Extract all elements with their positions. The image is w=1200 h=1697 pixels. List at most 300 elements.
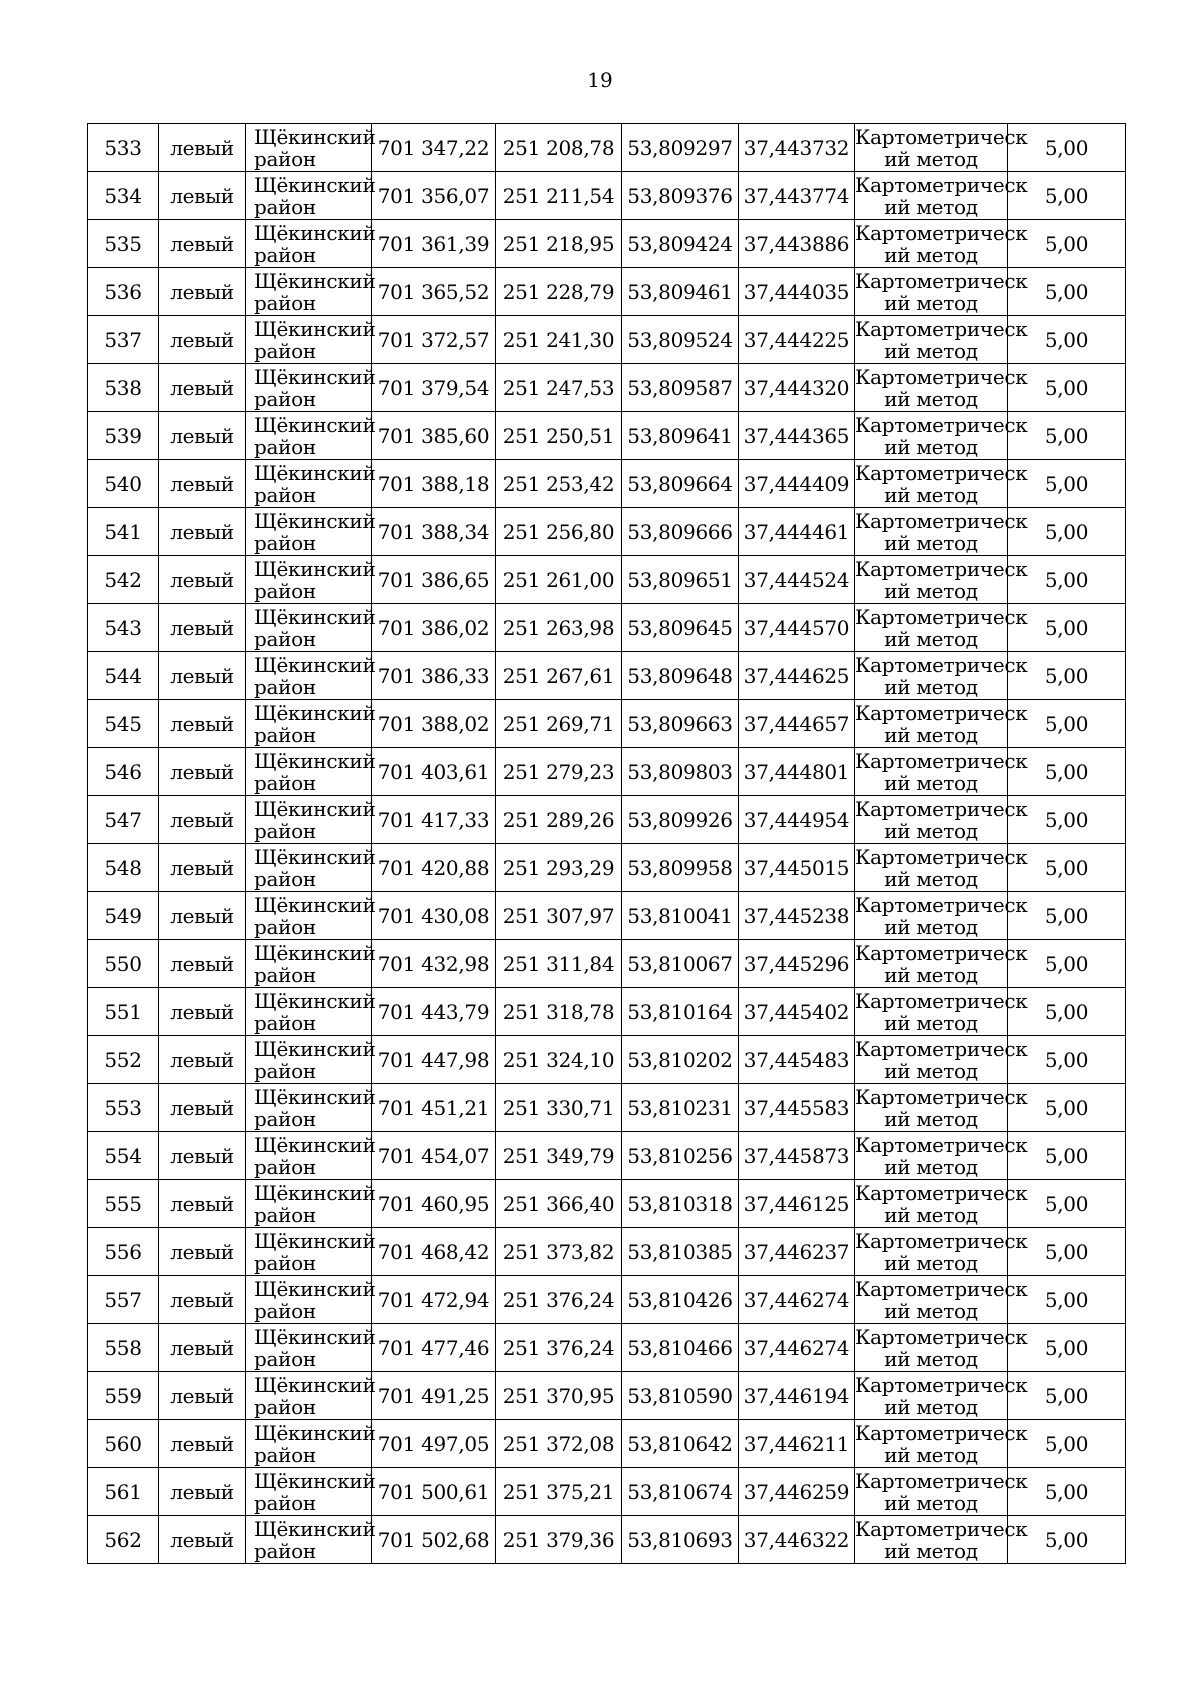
y-coordinate-cell: 251 376,24 — [496, 1276, 622, 1324]
y-coordinate-cell: 251 241,30 — [496, 316, 622, 364]
method-cell: Картометрическ ий метод — [855, 556, 1028, 603]
side-cell: левый — [159, 1132, 246, 1180]
longitude-cell: 37,444801 — [739, 748, 855, 796]
district-cell: Щёкинский район — [246, 940, 372, 988]
latitude-cell: 53,809376 — [622, 172, 739, 220]
table-row — [88, 124, 1126, 172]
point-number-cell: 559 — [88, 1372, 159, 1420]
district-cell: Щёкинский район — [246, 1132, 372, 1180]
method-cell: Картометрическ ий метод — [855, 268, 1028, 315]
longitude-cell: 37,444365 — [739, 412, 855, 460]
point-number-cell: 555 — [88, 1180, 159, 1228]
accuracy-cell: 5,00 — [1008, 268, 1126, 316]
district-cell: Щёкинский район — [246, 796, 372, 844]
side-cell: левый — [159, 508, 246, 556]
district-cell: Щёкинский район — [246, 412, 372, 460]
district-cell: Щёкинский район — [246, 268, 372, 316]
method-cell: Картометрическ ий метод — [855, 1516, 1028, 1563]
longitude-cell: 37,444954 — [739, 796, 855, 844]
y-coordinate-cell: 251 330,71 — [496, 1084, 622, 1132]
latitude-cell: 53,809297 — [622, 124, 739, 172]
accuracy-cell: 5,00 — [1008, 124, 1126, 172]
latitude-cell: 53,810642 — [622, 1420, 739, 1468]
page-number: 19 — [587, 68, 613, 92]
method-cell: Картометрическ ий метод — [855, 1372, 1028, 1419]
table-row — [88, 220, 1126, 268]
side-cell: левый — [159, 124, 246, 172]
x-coordinate-cell: 701 477,46 — [372, 1324, 496, 1372]
point-number-cell: 538 — [88, 364, 159, 412]
latitude-cell: 53,809587 — [622, 364, 739, 412]
table-row — [88, 508, 1126, 556]
x-coordinate-cell: 701 420,88 — [372, 844, 496, 892]
longitude-cell: 37,446259 — [739, 1468, 855, 1516]
y-coordinate-cell: 251 261,00 — [496, 556, 622, 604]
accuracy-cell: 5,00 — [1008, 1132, 1126, 1180]
x-coordinate-cell: 701 443,79 — [372, 988, 496, 1036]
y-coordinate-cell: 251 279,23 — [496, 748, 622, 796]
table-row — [88, 940, 1126, 988]
district-cell: Щёкинский район — [246, 1372, 372, 1420]
method-cell: Картометрическ ий метод — [855, 1132, 1028, 1179]
table-row — [88, 1372, 1126, 1420]
method-cell: Картометрическ ий метод — [855, 1228, 1028, 1275]
point-number-cell: 547 — [88, 796, 159, 844]
district-cell: Щёкинский район — [246, 460, 372, 508]
method-cell: Картометрическ ий метод — [855, 1468, 1028, 1515]
x-coordinate-cell: 701 497,05 — [372, 1420, 496, 1468]
table-row — [88, 1324, 1126, 1372]
district-cell: Щёкинский район — [246, 652, 372, 700]
table-row — [88, 652, 1126, 700]
x-coordinate-cell: 701 365,52 — [372, 268, 496, 316]
x-coordinate-cell: 701 472,94 — [372, 1276, 496, 1324]
accuracy-cell: 5,00 — [1008, 556, 1126, 604]
table-row — [88, 844, 1126, 892]
table-row — [88, 172, 1126, 220]
point-number-cell: 556 — [88, 1228, 159, 1276]
side-cell: левый — [159, 892, 246, 940]
method-cell: Картометрическ ий метод — [855, 652, 1028, 699]
accuracy-cell: 5,00 — [1008, 1420, 1126, 1468]
x-coordinate-cell: 701 500,61 — [372, 1468, 496, 1516]
method-cell: Картометрическ ий метод — [855, 124, 1028, 171]
y-coordinate-cell: 251 370,95 — [496, 1372, 622, 1420]
side-cell: левый — [159, 412, 246, 460]
x-coordinate-cell: 701 454,07 — [372, 1132, 496, 1180]
table-row — [88, 892, 1126, 940]
y-coordinate-cell: 251 349,79 — [496, 1132, 622, 1180]
longitude-cell: 37,444320 — [739, 364, 855, 412]
accuracy-cell: 5,00 — [1008, 892, 1126, 940]
district-cell: Щёкинский район — [246, 1276, 372, 1324]
longitude-cell: 37,446274 — [739, 1324, 855, 1372]
latitude-cell: 53,809666 — [622, 508, 739, 556]
table-row — [88, 1132, 1126, 1180]
table-row — [88, 700, 1126, 748]
x-coordinate-cell: 701 347,22 — [372, 124, 496, 172]
point-number-cell: 560 — [88, 1420, 159, 1468]
point-number-cell: 543 — [88, 604, 159, 652]
method-cell: Картометрическ ий метод — [855, 1276, 1028, 1323]
table-body — [88, 124, 1126, 1564]
latitude-cell: 53,809524 — [622, 316, 739, 364]
district-cell: Щёкинский район — [246, 124, 372, 172]
latitude-cell: 53,810590 — [622, 1372, 739, 1420]
x-coordinate-cell: 701 417,33 — [372, 796, 496, 844]
x-coordinate-cell: 701 386,02 — [372, 604, 496, 652]
side-cell: левый — [159, 1036, 246, 1084]
x-coordinate-cell: 701 430,08 — [372, 892, 496, 940]
y-coordinate-cell: 251 376,24 — [496, 1324, 622, 1372]
accuracy-cell: 5,00 — [1008, 460, 1126, 508]
method-cell: Картометрическ ий метод — [855, 700, 1028, 747]
side-cell: левый — [159, 796, 246, 844]
x-coordinate-cell: 701 502,68 — [372, 1516, 496, 1564]
longitude-cell: 37,444035 — [739, 268, 855, 316]
accuracy-cell: 5,00 — [1008, 364, 1126, 412]
longitude-cell: 37,444461 — [739, 508, 855, 556]
point-number-cell: 550 — [88, 940, 159, 988]
method-cell: Картометрическ ий метод — [855, 940, 1028, 987]
latitude-cell: 53,810466 — [622, 1324, 739, 1372]
accuracy-cell: 5,00 — [1008, 1228, 1126, 1276]
district-cell: Щёкинский район — [246, 988, 372, 1036]
method-cell: Картометрическ ий метод — [855, 460, 1028, 507]
point-number-cell: 545 — [88, 700, 159, 748]
table-row — [88, 1228, 1126, 1276]
latitude-cell: 53,809926 — [622, 796, 739, 844]
longitude-cell: 37,446125 — [739, 1180, 855, 1228]
table-row — [88, 604, 1126, 652]
table-row — [88, 364, 1126, 412]
y-coordinate-cell: 251 372,08 — [496, 1420, 622, 1468]
point-number-cell: 540 — [88, 460, 159, 508]
x-coordinate-cell: 701 451,21 — [372, 1084, 496, 1132]
district-cell: Щёкинский район — [246, 700, 372, 748]
district-cell: Щёкинский район — [246, 172, 372, 220]
latitude-cell: 53,809803 — [622, 748, 739, 796]
table-row — [88, 268, 1126, 316]
point-number-cell: 537 — [88, 316, 159, 364]
side-cell: левый — [159, 844, 246, 892]
longitude-cell: 37,445483 — [739, 1036, 855, 1084]
table-row — [88, 1180, 1126, 1228]
method-cell: Картометрическ ий метод — [855, 508, 1028, 555]
y-coordinate-cell: 251 267,61 — [496, 652, 622, 700]
district-cell: Щёкинский район — [246, 1468, 372, 1516]
district-cell: Щёкинский район — [246, 1324, 372, 1372]
district-cell: Щёкинский район — [246, 1036, 372, 1084]
longitude-cell: 37,446322 — [739, 1516, 855, 1564]
x-coordinate-cell: 701 403,61 — [372, 748, 496, 796]
method-cell: Картометрическ ий метод — [855, 316, 1028, 363]
method-cell: Картометрическ ий метод — [855, 748, 1028, 795]
y-coordinate-cell: 251 208,78 — [496, 124, 622, 172]
y-coordinate-cell: 251 375,21 — [496, 1468, 622, 1516]
method-cell: Картометрическ ий метод — [855, 1084, 1028, 1131]
district-cell: Щёкинский район — [246, 604, 372, 652]
x-coordinate-cell: 701 386,33 — [372, 652, 496, 700]
latitude-cell: 53,809664 — [622, 460, 739, 508]
latitude-cell: 53,810041 — [622, 892, 739, 940]
district-cell: Щёкинский район — [246, 316, 372, 364]
table-row — [88, 1516, 1126, 1564]
latitude-cell: 53,810693 — [622, 1516, 739, 1564]
longitude-cell: 37,445873 — [739, 1132, 855, 1180]
longitude-cell: 37,445583 — [739, 1084, 855, 1132]
table-row — [88, 412, 1126, 460]
x-coordinate-cell: 701 379,54 — [372, 364, 496, 412]
y-coordinate-cell: 251 269,71 — [496, 700, 622, 748]
accuracy-cell: 5,00 — [1008, 316, 1126, 364]
district-cell: Щёкинский район — [246, 364, 372, 412]
table-row — [88, 1276, 1126, 1324]
table-row — [88, 556, 1126, 604]
x-coordinate-cell: 701 432,98 — [372, 940, 496, 988]
longitude-cell: 37,444625 — [739, 652, 855, 700]
latitude-cell: 53,809958 — [622, 844, 739, 892]
x-coordinate-cell: 701 447,98 — [372, 1036, 496, 1084]
y-coordinate-cell: 251 379,36 — [496, 1516, 622, 1564]
longitude-cell: 37,446194 — [739, 1372, 855, 1420]
point-number-cell: 561 — [88, 1468, 159, 1516]
point-number-cell: 542 — [88, 556, 159, 604]
accuracy-cell: 5,00 — [1008, 1276, 1126, 1324]
latitude-cell: 53,809648 — [622, 652, 739, 700]
district-cell: Щёкинский район — [246, 844, 372, 892]
table-row — [88, 988, 1126, 1036]
longitude-cell: 37,444225 — [739, 316, 855, 364]
longitude-cell: 37,443774 — [739, 172, 855, 220]
district-cell: Щёкинский район — [246, 1084, 372, 1132]
x-coordinate-cell: 701 388,02 — [372, 700, 496, 748]
table-row — [88, 748, 1126, 796]
x-coordinate-cell: 701 460,95 — [372, 1180, 496, 1228]
latitude-cell: 53,810385 — [622, 1228, 739, 1276]
side-cell: левый — [159, 1420, 246, 1468]
point-number-cell: 551 — [88, 988, 159, 1036]
longitude-cell: 37,444409 — [739, 460, 855, 508]
latitude-cell: 53,810426 — [622, 1276, 739, 1324]
y-coordinate-cell: 251 324,10 — [496, 1036, 622, 1084]
longitude-cell: 37,446274 — [739, 1276, 855, 1324]
latitude-cell: 53,809663 — [622, 700, 739, 748]
point-number-cell: 558 — [88, 1324, 159, 1372]
method-cell: Картометрическ ий метод — [855, 604, 1028, 651]
method-cell: Картометрическ ий метод — [855, 796, 1028, 843]
table-row — [88, 1036, 1126, 1084]
accuracy-cell: 5,00 — [1008, 700, 1126, 748]
accuracy-cell: 5,00 — [1008, 844, 1126, 892]
accuracy-cell: 5,00 — [1008, 172, 1126, 220]
accuracy-cell: 5,00 — [1008, 412, 1126, 460]
longitude-cell: 37,444570 — [739, 604, 855, 652]
table-row — [88, 796, 1126, 844]
longitude-cell: 37,444657 — [739, 700, 855, 748]
longitude-cell: 37,445296 — [739, 940, 855, 988]
y-coordinate-cell: 251 250,51 — [496, 412, 622, 460]
x-coordinate-cell: 701 361,39 — [372, 220, 496, 268]
accuracy-cell: 5,00 — [1008, 796, 1126, 844]
point-number-cell: 533 — [88, 124, 159, 172]
side-cell: левый — [159, 1372, 246, 1420]
longitude-cell: 37,445015 — [739, 844, 855, 892]
y-coordinate-cell: 251 218,95 — [496, 220, 622, 268]
coordinates-table — [87, 123, 1126, 1564]
latitude-cell: 53,810674 — [622, 1468, 739, 1516]
point-number-cell: 539 — [88, 412, 159, 460]
table-row — [88, 1084, 1126, 1132]
x-coordinate-cell: 701 372,57 — [372, 316, 496, 364]
table-row — [88, 460, 1126, 508]
table-row — [88, 316, 1126, 364]
table-row — [88, 1420, 1126, 1468]
accuracy-cell: 5,00 — [1008, 1084, 1126, 1132]
y-coordinate-cell: 251 256,80 — [496, 508, 622, 556]
y-coordinate-cell: 251 318,78 — [496, 988, 622, 1036]
accuracy-cell: 5,00 — [1008, 1372, 1126, 1420]
side-cell: левый — [159, 220, 246, 268]
district-cell: Щёкинский район — [246, 508, 372, 556]
side-cell: левый — [159, 460, 246, 508]
method-cell: Картометрическ ий метод — [855, 364, 1028, 411]
y-coordinate-cell: 251 366,40 — [496, 1180, 622, 1228]
x-coordinate-cell: 701 388,34 — [372, 508, 496, 556]
y-coordinate-cell: 251 247,53 — [496, 364, 622, 412]
method-cell: Картометрическ ий метод — [855, 988, 1028, 1035]
method-cell: Картометрическ ий метод — [855, 1036, 1028, 1083]
method-cell: Картометрическ ий метод — [855, 844, 1028, 891]
side-cell: левый — [159, 700, 246, 748]
point-number-cell: 548 — [88, 844, 159, 892]
accuracy-cell: 5,00 — [1008, 1180, 1126, 1228]
latitude-cell: 53,810256 — [622, 1132, 739, 1180]
district-cell: Щёкинский район — [246, 1180, 372, 1228]
latitude-cell: 53,809641 — [622, 412, 739, 460]
point-number-cell: 544 — [88, 652, 159, 700]
method-cell: Картометрическ ий метод — [855, 172, 1028, 219]
table-row — [88, 1468, 1126, 1516]
accuracy-cell: 5,00 — [1008, 220, 1126, 268]
y-coordinate-cell: 251 311,84 — [496, 940, 622, 988]
district-cell: Щёкинский район — [246, 556, 372, 604]
point-number-cell: 557 — [88, 1276, 159, 1324]
point-number-cell: 546 — [88, 748, 159, 796]
longitude-cell: 37,446211 — [739, 1420, 855, 1468]
x-coordinate-cell: 701 388,18 — [372, 460, 496, 508]
longitude-cell: 37,446237 — [739, 1228, 855, 1276]
point-number-cell: 535 — [88, 220, 159, 268]
district-cell: Щёкинский район — [246, 220, 372, 268]
district-cell: Щёкинский район — [246, 748, 372, 796]
side-cell: левый — [159, 1180, 246, 1228]
longitude-cell: 37,445238 — [739, 892, 855, 940]
latitude-cell: 53,810318 — [622, 1180, 739, 1228]
method-cell: Картометрическ ий метод — [855, 1420, 1028, 1467]
longitude-cell: 37,445402 — [739, 988, 855, 1036]
point-number-cell: 549 — [88, 892, 159, 940]
x-coordinate-cell: 701 356,07 — [372, 172, 496, 220]
y-coordinate-cell: 251 263,98 — [496, 604, 622, 652]
longitude-cell: 37,443732 — [739, 124, 855, 172]
side-cell: левый — [159, 988, 246, 1036]
y-coordinate-cell: 251 211,54 — [496, 172, 622, 220]
side-cell: левый — [159, 1228, 246, 1276]
accuracy-cell: 5,00 — [1008, 1468, 1126, 1516]
accuracy-cell: 5,00 — [1008, 1036, 1126, 1084]
x-coordinate-cell: 701 386,65 — [372, 556, 496, 604]
y-coordinate-cell: 251 293,29 — [496, 844, 622, 892]
method-cell: Картометрическ ий метод — [855, 412, 1028, 459]
method-cell: Картометрическ ий метод — [855, 220, 1028, 267]
point-number-cell: 536 — [88, 268, 159, 316]
point-number-cell: 562 — [88, 1516, 159, 1564]
x-coordinate-cell: 701 491,25 — [372, 1372, 496, 1420]
y-coordinate-cell: 251 289,26 — [496, 796, 622, 844]
method-cell: Картометрическ ий метод — [855, 892, 1028, 939]
point-number-cell: 534 — [88, 172, 159, 220]
side-cell: левый — [159, 268, 246, 316]
y-coordinate-cell: 251 228,79 — [496, 268, 622, 316]
side-cell: левый — [159, 1276, 246, 1324]
side-cell: левый — [159, 1468, 246, 1516]
longitude-cell: 37,443886 — [739, 220, 855, 268]
x-coordinate-cell: 701 468,42 — [372, 1228, 496, 1276]
accuracy-cell: 5,00 — [1008, 508, 1126, 556]
point-number-cell: 553 — [88, 1084, 159, 1132]
side-cell: левый — [159, 1516, 246, 1564]
point-number-cell: 541 — [88, 508, 159, 556]
point-number-cell: 554 — [88, 1132, 159, 1180]
accuracy-cell: 5,00 — [1008, 652, 1126, 700]
latitude-cell: 53,809651 — [622, 556, 739, 604]
y-coordinate-cell: 251 253,42 — [496, 460, 622, 508]
accuracy-cell: 5,00 — [1008, 1516, 1126, 1564]
district-cell: Щёкинский район — [246, 1420, 372, 1468]
side-cell: левый — [159, 364, 246, 412]
y-coordinate-cell: 251 307,97 — [496, 892, 622, 940]
accuracy-cell: 5,00 — [1008, 1324, 1126, 1372]
side-cell: левый — [159, 940, 246, 988]
side-cell: левый — [159, 748, 246, 796]
side-cell: левый — [159, 652, 246, 700]
district-cell: Щёкинский район — [246, 1228, 372, 1276]
latitude-cell: 53,810202 — [622, 1036, 739, 1084]
accuracy-cell: 5,00 — [1008, 748, 1126, 796]
method-cell: Картометрическ ий метод — [855, 1180, 1028, 1227]
latitude-cell: 53,810164 — [622, 988, 739, 1036]
district-cell: Щёкинский район — [246, 1516, 372, 1564]
accuracy-cell: 5,00 — [1008, 940, 1126, 988]
method-cell: Картометрическ ий метод — [855, 1324, 1028, 1371]
district-cell: Щёкинский район — [246, 892, 372, 940]
side-cell: левый — [159, 556, 246, 604]
latitude-cell: 53,810067 — [622, 940, 739, 988]
y-coordinate-cell: 251 373,82 — [496, 1228, 622, 1276]
latitude-cell: 53,809424 — [622, 220, 739, 268]
point-number-cell: 552 — [88, 1036, 159, 1084]
latitude-cell: 53,809645 — [622, 604, 739, 652]
side-cell: левый — [159, 172, 246, 220]
accuracy-cell: 5,00 — [1008, 988, 1126, 1036]
latitude-cell: 53,809461 — [622, 268, 739, 316]
longitude-cell: 37,444524 — [739, 556, 855, 604]
latitude-cell: 53,810231 — [622, 1084, 739, 1132]
accuracy-cell: 5,00 — [1008, 604, 1126, 652]
side-cell: левый — [159, 604, 246, 652]
x-coordinate-cell: 701 385,60 — [372, 412, 496, 460]
